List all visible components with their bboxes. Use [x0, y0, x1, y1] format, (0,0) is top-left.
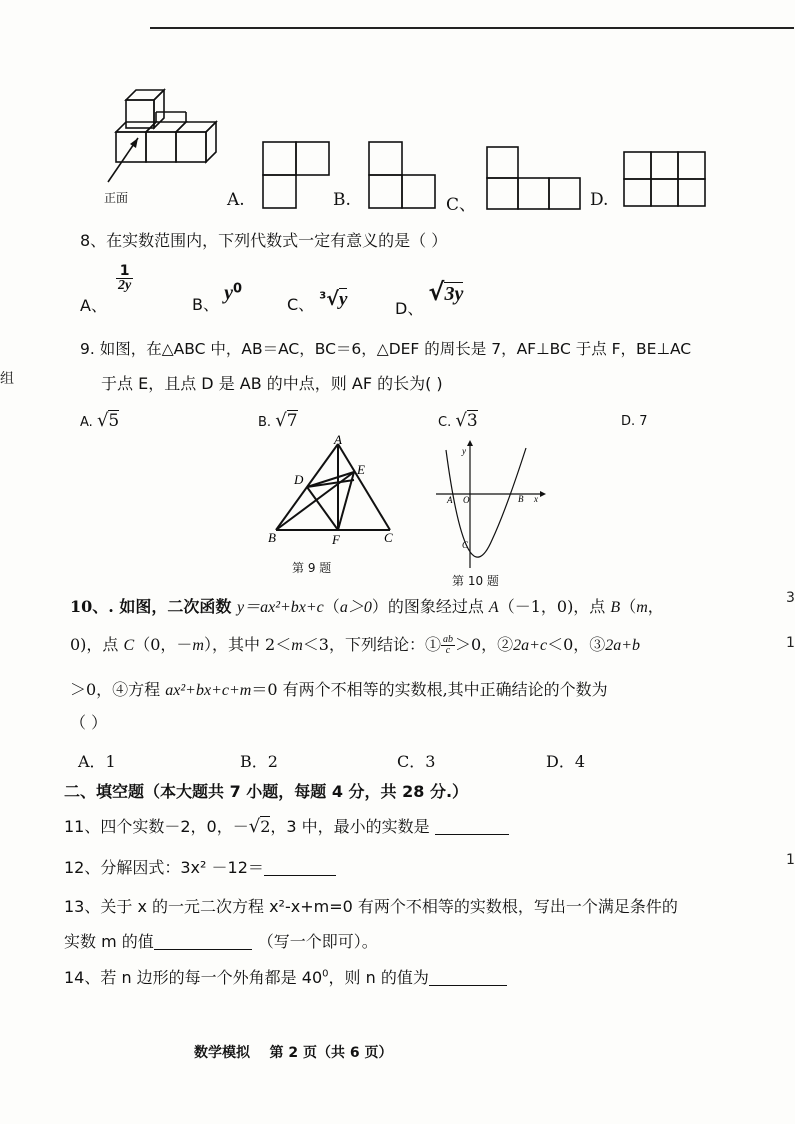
- q9-line2: 于点 E，且点 D 是 AB 的中点，则 AF 的长为( ): [101, 374, 443, 393]
- q10-fraction: [441, 635, 455, 656]
- q8-option-a: [80, 263, 133, 315]
- q10-option-b: B．2: [240, 752, 278, 771]
- radical-icon: √: [326, 288, 339, 310]
- q11-answer-blank[interactable]: [435, 818, 509, 835]
- q10-expr3: 2a+b: [605, 637, 641, 654]
- q7-option-a-view: [263, 140, 333, 210]
- q9-option-b: [258, 410, 298, 431]
- q7-option-b-view: [369, 140, 439, 210]
- q10-label-y: y: [462, 446, 466, 456]
- margin-mark-right-3: 3: [786, 590, 795, 606]
- q10-line1-text5: ，: [647, 597, 664, 616]
- q14-text: 14、若 n 边形的每一个外角都是 40: [64, 968, 323, 987]
- q14-answer-blank[interactable]: [429, 969, 507, 986]
- q8-c-index: 3: [319, 290, 327, 302]
- radical-icon: √: [428, 278, 445, 306]
- q10-line3: [70, 677, 608, 700]
- q9-label-b: B: [268, 530, 276, 545]
- q10-function: y＝ax²+bx+c: [236, 599, 324, 616]
- q9-option-c: [438, 410, 478, 431]
- q7-option-c-view: [487, 145, 587, 213]
- q10-condition: a＞0: [339, 599, 372, 616]
- q7-front-label: 正面: [104, 191, 129, 205]
- q8-option-a-fraction: [116, 264, 133, 293]
- q11-text: 11、四个实数－2，0，－: [64, 817, 249, 836]
- q10-figure-caption: 第 10 题: [452, 574, 499, 588]
- q9-b-radicand: 7: [286, 411, 298, 431]
- q10-answer-paren: （ ）: [70, 713, 108, 732]
- q14-superscript: 0: [322, 968, 329, 980]
- margin-mark-right-1: 1: [786, 635, 795, 651]
- q13-text: 实数 m 的值: [64, 932, 154, 951]
- q11: [64, 814, 509, 837]
- q9-triangle-figure: [266, 434, 406, 546]
- q10-line1: [70, 594, 664, 617]
- q10-m: m: [192, 637, 204, 654]
- q10-frac-den: c: [445, 645, 451, 656]
- q10-label-o: O: [463, 495, 470, 505]
- q9-label-e: E: [357, 462, 365, 477]
- q7-option-b-label: B.: [333, 190, 351, 210]
- q12-text: 12、分解因式：3x² －12＝: [64, 858, 264, 877]
- q9-c-label: C.: [438, 415, 452, 430]
- q10-line3-text2: ＝0 有两个不相等的实数根,其中正确结论的个数为: [251, 680, 608, 699]
- q10-point-a: A: [488, 599, 499, 616]
- radical-icon: √: [275, 410, 287, 431]
- q9-label-f: F: [332, 532, 340, 547]
- q9-option-a: [80, 410, 119, 431]
- q11-text2: ，3 中，最小的实数是: [270, 817, 430, 836]
- q14: [64, 965, 507, 988]
- q8-option-b-label: B、: [192, 295, 219, 314]
- q8-option-d: [395, 278, 464, 318]
- q7-option-d-label: D.: [590, 190, 609, 210]
- q9-c-radicand: 3: [466, 411, 478, 431]
- q10-m: m: [636, 599, 648, 616]
- q9-label-a: A: [334, 432, 342, 447]
- q9-option-d: D. 7: [621, 414, 648, 429]
- q10-line2-text3: ），其中 2＜: [203, 635, 292, 654]
- q10-frac-num: ab: [442, 634, 453, 645]
- q8-d-radicand: 3y: [444, 283, 464, 305]
- q10-line1-text: 10、. 如图，二次函数: [70, 597, 237, 616]
- q10-line3-text: ＞0，④方程: [70, 680, 166, 699]
- q10-line1-text3: （－1，0)，点: [498, 597, 611, 616]
- q10-label-b: B: [518, 494, 524, 504]
- q10-line1-text2: ）的图象经过点: [371, 597, 489, 616]
- q8-c-radicand: y: [338, 289, 348, 310]
- q10-label-x: x: [534, 494, 538, 504]
- q10-point-c: C: [123, 637, 135, 654]
- q9-figure-caption: 第 9 题: [292, 561, 332, 575]
- q10-line2-text4: ＜3，下列结论：①: [302, 635, 441, 654]
- q9-label-d: D: [294, 472, 304, 487]
- q10-line1-paren: （: [323, 597, 340, 616]
- q12-answer-blank[interactable]: [264, 859, 336, 876]
- q8-option-c-label: C、: [287, 295, 315, 314]
- q8-b-base: y: [224, 282, 233, 304]
- page-footer: 数学模拟 第 2 页（共 6 页）: [194, 1045, 393, 1061]
- q7-option-a-label: A.: [227, 190, 245, 210]
- top-rule: [150, 27, 794, 29]
- radical-icon: √: [248, 816, 261, 837]
- q13-line1: 13、关于 x 的一元二次方程 x²-x+m=0 有两个不相等的实数根，写出一个满足条件的: [64, 897, 678, 916]
- q10-expr2: 2a+c: [513, 637, 548, 654]
- q10-line2-text6: ＜0，③: [547, 635, 606, 654]
- q10-line2-text: 0)，点: [70, 635, 124, 654]
- q7-option-c-label: C、: [446, 195, 477, 215]
- q10-parabola-figure: [436, 440, 546, 570]
- q9-label-c: C: [384, 530, 393, 545]
- q10-option-a: A．1: [78, 752, 116, 771]
- q10-line2-text5: ＞0，②: [454, 635, 514, 654]
- radical-icon: √: [96, 410, 109, 431]
- section2-heading: 二、填空题（本大题共 7 小题，每题 4 分，共 28 分.）: [64, 782, 469, 801]
- q12: [64, 855, 336, 878]
- q11-radicand: 2: [260, 817, 271, 836]
- q8-option-d-label: D、: [395, 299, 424, 318]
- q8-option-c: [287, 287, 348, 314]
- q13-line2: [64, 929, 378, 952]
- q9-a-radicand: 5: [108, 411, 120, 431]
- q10-line2-text2: （0，－: [134, 635, 193, 654]
- q10-option-c: C．3: [397, 752, 436, 771]
- q8-b-exponent: 0: [232, 281, 243, 297]
- q9-b-label: B.: [258, 415, 272, 430]
- q8-a-numerator: 1: [116, 264, 133, 279]
- q10-point-b: B: [610, 599, 621, 616]
- q10-equation: ax²+bx+c+m: [165, 682, 252, 699]
- q13-answer-blank[interactable]: [154, 933, 252, 950]
- q13-text2: （写一个即可）。: [257, 932, 378, 951]
- margin-mark-left: 组: [0, 371, 14, 387]
- q8-a-denominator: 2y: [118, 278, 132, 293]
- q10-line1-text4: （: [620, 597, 637, 616]
- q10-m: m: [291, 637, 303, 654]
- q8-stem: 8、在实数范围内，下列代数式一定有意义的是（ ）: [80, 231, 448, 250]
- radical-icon: √: [455, 410, 467, 431]
- q8-option-a-label: A、: [80, 296, 107, 315]
- q7-option-d-view: [624, 150, 724, 214]
- q10-label-a: A: [447, 495, 453, 505]
- q9-line1: 9. 如图，在△ABC 中，AB＝AC，BC＝6，△DEF 的周长是 7，AF⊥BC 于点 F，BE⊥AC: [80, 340, 692, 358]
- q10-option-d: D．4: [546, 752, 586, 771]
- q10-label-c: C: [462, 540, 469, 550]
- q8-option-b: [192, 281, 243, 314]
- q14-text2: ，则 n 的值为: [328, 968, 429, 987]
- q9-a-label: A.: [80, 415, 93, 430]
- margin-mark-right-2: 1: [786, 852, 795, 868]
- q7-cube-figure: [100, 82, 240, 202]
- q10-line2: [70, 632, 640, 656]
